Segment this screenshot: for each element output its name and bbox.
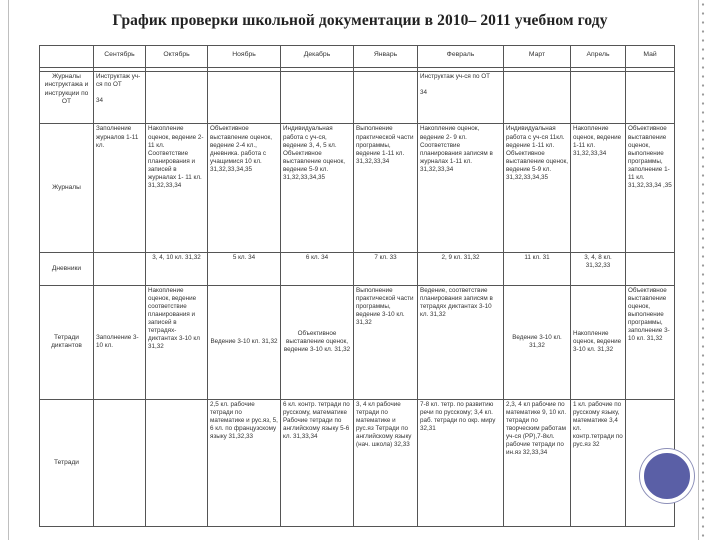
table-cell: Инструктаж уч-ся по ОТ 34 xyxy=(94,72,146,124)
table-cell: Накопление оценок, ведение соответствие планирования и записей в тетрадях-диктантах 3-10 кл 31,32 xyxy=(146,285,208,399)
table-row xyxy=(40,124,675,252)
table-cell xyxy=(504,72,571,124)
table-cell xyxy=(208,72,281,124)
header-corner xyxy=(40,46,94,68)
row-label: Тетради xyxy=(40,399,94,526)
table-cell xyxy=(281,72,354,124)
row-label: Дневники xyxy=(40,252,94,285)
header-month: Январь xyxy=(354,46,418,68)
table-cell xyxy=(626,72,675,124)
table-cell xyxy=(94,252,146,285)
table-cell: Объективное выставление оценок, ведение 3-10 кл. 31,32 xyxy=(281,285,354,399)
table-row xyxy=(40,285,675,399)
header-month: Февраль xyxy=(418,46,504,68)
table-cell: 2,3, 4 кл рабочие по математике 9, 10 кл. тетради по творческим работам уч-ся (РР),7-8кл. рабочие тетради по ин.яз 32,33,34 xyxy=(504,399,571,526)
table-cell: 2, 9 кл. 31,32 xyxy=(418,252,504,285)
table-cell xyxy=(354,72,418,124)
table-cell: Выполнение практической части программы, ведение 3-10 кл. 31,32 xyxy=(354,285,418,399)
table-cell: Заполнение 3-10 кл. xyxy=(94,285,146,399)
table-cell: 7-8 кл. тетр. по развитию речи по русскому; 3,4 кл. раб. тетради по окр. миру 32,31 xyxy=(418,399,504,526)
header-month: Апрель xyxy=(571,46,626,68)
table-cell: Заполнение журналов 1-11 кл. xyxy=(94,124,146,252)
table-row xyxy=(40,399,675,526)
header-month: Декабрь xyxy=(281,46,354,68)
table-cell: Накопление оценок, ведение 1-11 кл. 31,32,33,34 xyxy=(571,124,626,252)
header-month: Ноябрь xyxy=(208,46,281,68)
table-cell: 5 кл. 34 xyxy=(208,252,281,285)
header-month: Май xyxy=(626,46,675,68)
dotted-border-decoration xyxy=(700,0,706,540)
header-row xyxy=(40,46,675,68)
table-cell xyxy=(94,399,146,526)
row-label: Тетради диктантов xyxy=(40,285,94,399)
table-cell: Объективное выставление оценок, ведение 2-4 кл., дневника. работа с учащимися 10 кл. 31,32,33,34,35 xyxy=(208,124,281,252)
header-month: Сентябрь xyxy=(94,46,146,68)
row-label: Журналы инструктажа и инструкции по ОТ xyxy=(40,72,94,124)
table-cell xyxy=(146,72,208,124)
right-border-line xyxy=(698,0,699,540)
table-cell xyxy=(146,399,208,526)
table-cell: Объективное выставление оценок, выполнение программы, заполнение 3-10 кл. 31,32 xyxy=(626,285,675,399)
table-cell: Ведение, соответствие планирования записям в тетрадях диктантах 3-10 кл. 31,32 xyxy=(418,285,504,399)
table-cell: 11 кл. 31 xyxy=(504,252,571,285)
left-border-line xyxy=(8,0,9,540)
table-cell: 6 кл. контр. тетради по русскому, математике Рабочие тетради по английскому языку 5-6 кл. 31,33,34 xyxy=(281,399,354,526)
table-row xyxy=(40,252,675,285)
decorative-circle xyxy=(640,449,694,503)
table-cell: 3, 4, 10 кл. 31,32 xyxy=(146,252,208,285)
table-cell: 6 кл. 34 xyxy=(281,252,354,285)
table-cell: Накопление оценок, ведение 3-10 кл. 31,32 xyxy=(571,285,626,399)
row-label: Журналы xyxy=(40,124,94,252)
table-cell: Объективное выставление оценок, выполнение программы, заполнение 1-11 кл. 31,32,33,34 ,35 xyxy=(626,124,675,252)
header-month: Март xyxy=(504,46,571,68)
table-cell: Накопление оценок, ведение 2- 11 кл. Соответствие планирования и записей в журналах 1- 11 кл. 31,32,33,34 xyxy=(146,124,208,252)
header-month: Октябрь xyxy=(146,46,208,68)
table-cell xyxy=(626,252,675,285)
table-row xyxy=(40,72,675,124)
table-cell: Индивидуальная работа с уч-ся, ведение 3, 4, 5 кл. Объективное выставление оценок, ведение 5-9 кл. 31,32,33,34,35 xyxy=(281,124,354,252)
table-cell: Накопление оценок, ведение 2- 9 кл. Соответствие планирования записям в журналах 1-11 кл. 31,32,33,34 xyxy=(418,124,504,252)
table-cell: Ведение 3-10 кл. 31,32 xyxy=(208,285,281,399)
table-cell: Индивидуальная работа с уч-ся 11кл. ведение 1-11 кл. Объективное выставление оценок, ведение 5-9 кл. 31,32,33,34,35 xyxy=(504,124,571,252)
inspection-schedule-table xyxy=(39,45,675,527)
table-cell: Инструктаж уч-ся по ОТ 34 xyxy=(418,72,504,124)
page-title: График проверки школьной документации в 2010– 2011 учебном году xyxy=(112,12,608,29)
table-cell: 7 кл. 33 xyxy=(354,252,418,285)
table-cell: 3, 4 кл рабочие тетради по математике и рус.яз Тетради по английскому языку (нач. школа) 32,33 xyxy=(354,399,418,526)
table-cell: Ведение 3-10 кл. 31,32 xyxy=(504,285,571,399)
table-cell: 3, 4, 8 кл. 31,32,33 xyxy=(571,252,626,285)
table-cell xyxy=(571,72,626,124)
table-cell: Выполнение практической части программы, ведение 1-11 кл. 31,32,33,34 xyxy=(354,124,418,252)
table-cell: 2,5 кл. рабочие тетради по математике и рус.яз, 5, 6 кл. по французскому языку 31,32,33 xyxy=(208,399,281,526)
table-cell: 1 кл. рабочие по русскому языку, математике 3,4 кл. контр.тетради по рус.яз 32 xyxy=(571,399,626,526)
